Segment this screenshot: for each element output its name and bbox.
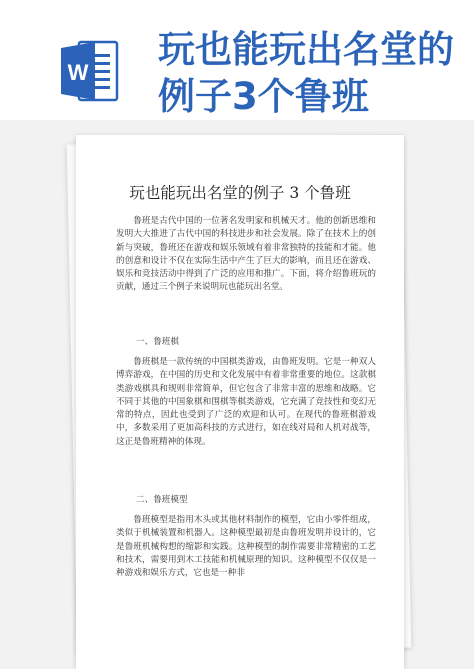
section-1-paragraph: 鲁班棋是一款传统的中国棋类游戏，由鲁班发明。它是一种双人博弈游戏，在中国的历史和文化发展中有着非常重要的地位。这款棋类游戏棋具和规则非常简单，但它包含了非常丰富的思维和战略。它不同于其他的中国象棋和围棋等棋类游戏，它充满了竞技性和变幻无常的特点，因此也受到了广泛的欢迎和认可。在现代的鲁班棋游戏中，多数采用了更加高科技的方式进行，如在线对局和人机对战等，这正是鲁班精神的体现。 bbox=[116, 357, 376, 447]
intro-paragraph: 鲁班是古代中国的一位著名发明家和机械天才。他的创新思维和发明大大推进了古代中国的科技进步和社会发展。除了在技术上的创新与突破，鲁班还在游戏和娱乐领域有着非常独特的技能和才能。他的创意和设计不仅在实际生活中产生了巨大的影响，而且还在游戏、娱乐和竞技活动中得到了广泛的应用和推广。下面，将介绍鲁班玩的贡献，通过三个例子来说明玩也能玩出名堂。 bbox=[116, 216, 376, 293]
document-title: 玩也能玩出名堂的例子 3 个鲁班 bbox=[129, 184, 351, 202]
headline-line-2: 例子3个鲁班 bbox=[158, 75, 369, 118]
banner-headline bbox=[158, 26, 458, 120]
document-page bbox=[76, 135, 404, 669]
section-1-heading: 一、鲁班棋 bbox=[136, 337, 179, 347]
section-2-paragraph: 鲁班模型是指用木头或其他材料制作的模型，它由小零件组成，类似于机械装置和机器人。这种模型最初是由鲁班发明并设计的，它是鲁班机械构想的缩影和实践。这种模型的制作需要非常精密的工艺和技术，需要用到木工技能和机械原理的知识。这种模型不仅仅是一种游戏和娱乐方式，它也是一种非 bbox=[116, 515, 376, 579]
svg-text:W: W bbox=[67, 60, 89, 85]
word-document-icon bbox=[59, 38, 121, 104]
section-2-heading: 二、鲁班模型 bbox=[136, 495, 188, 505]
headline-line-1: 玩也能玩出名堂的 bbox=[158, 28, 454, 71]
banner bbox=[0, 0, 474, 132]
